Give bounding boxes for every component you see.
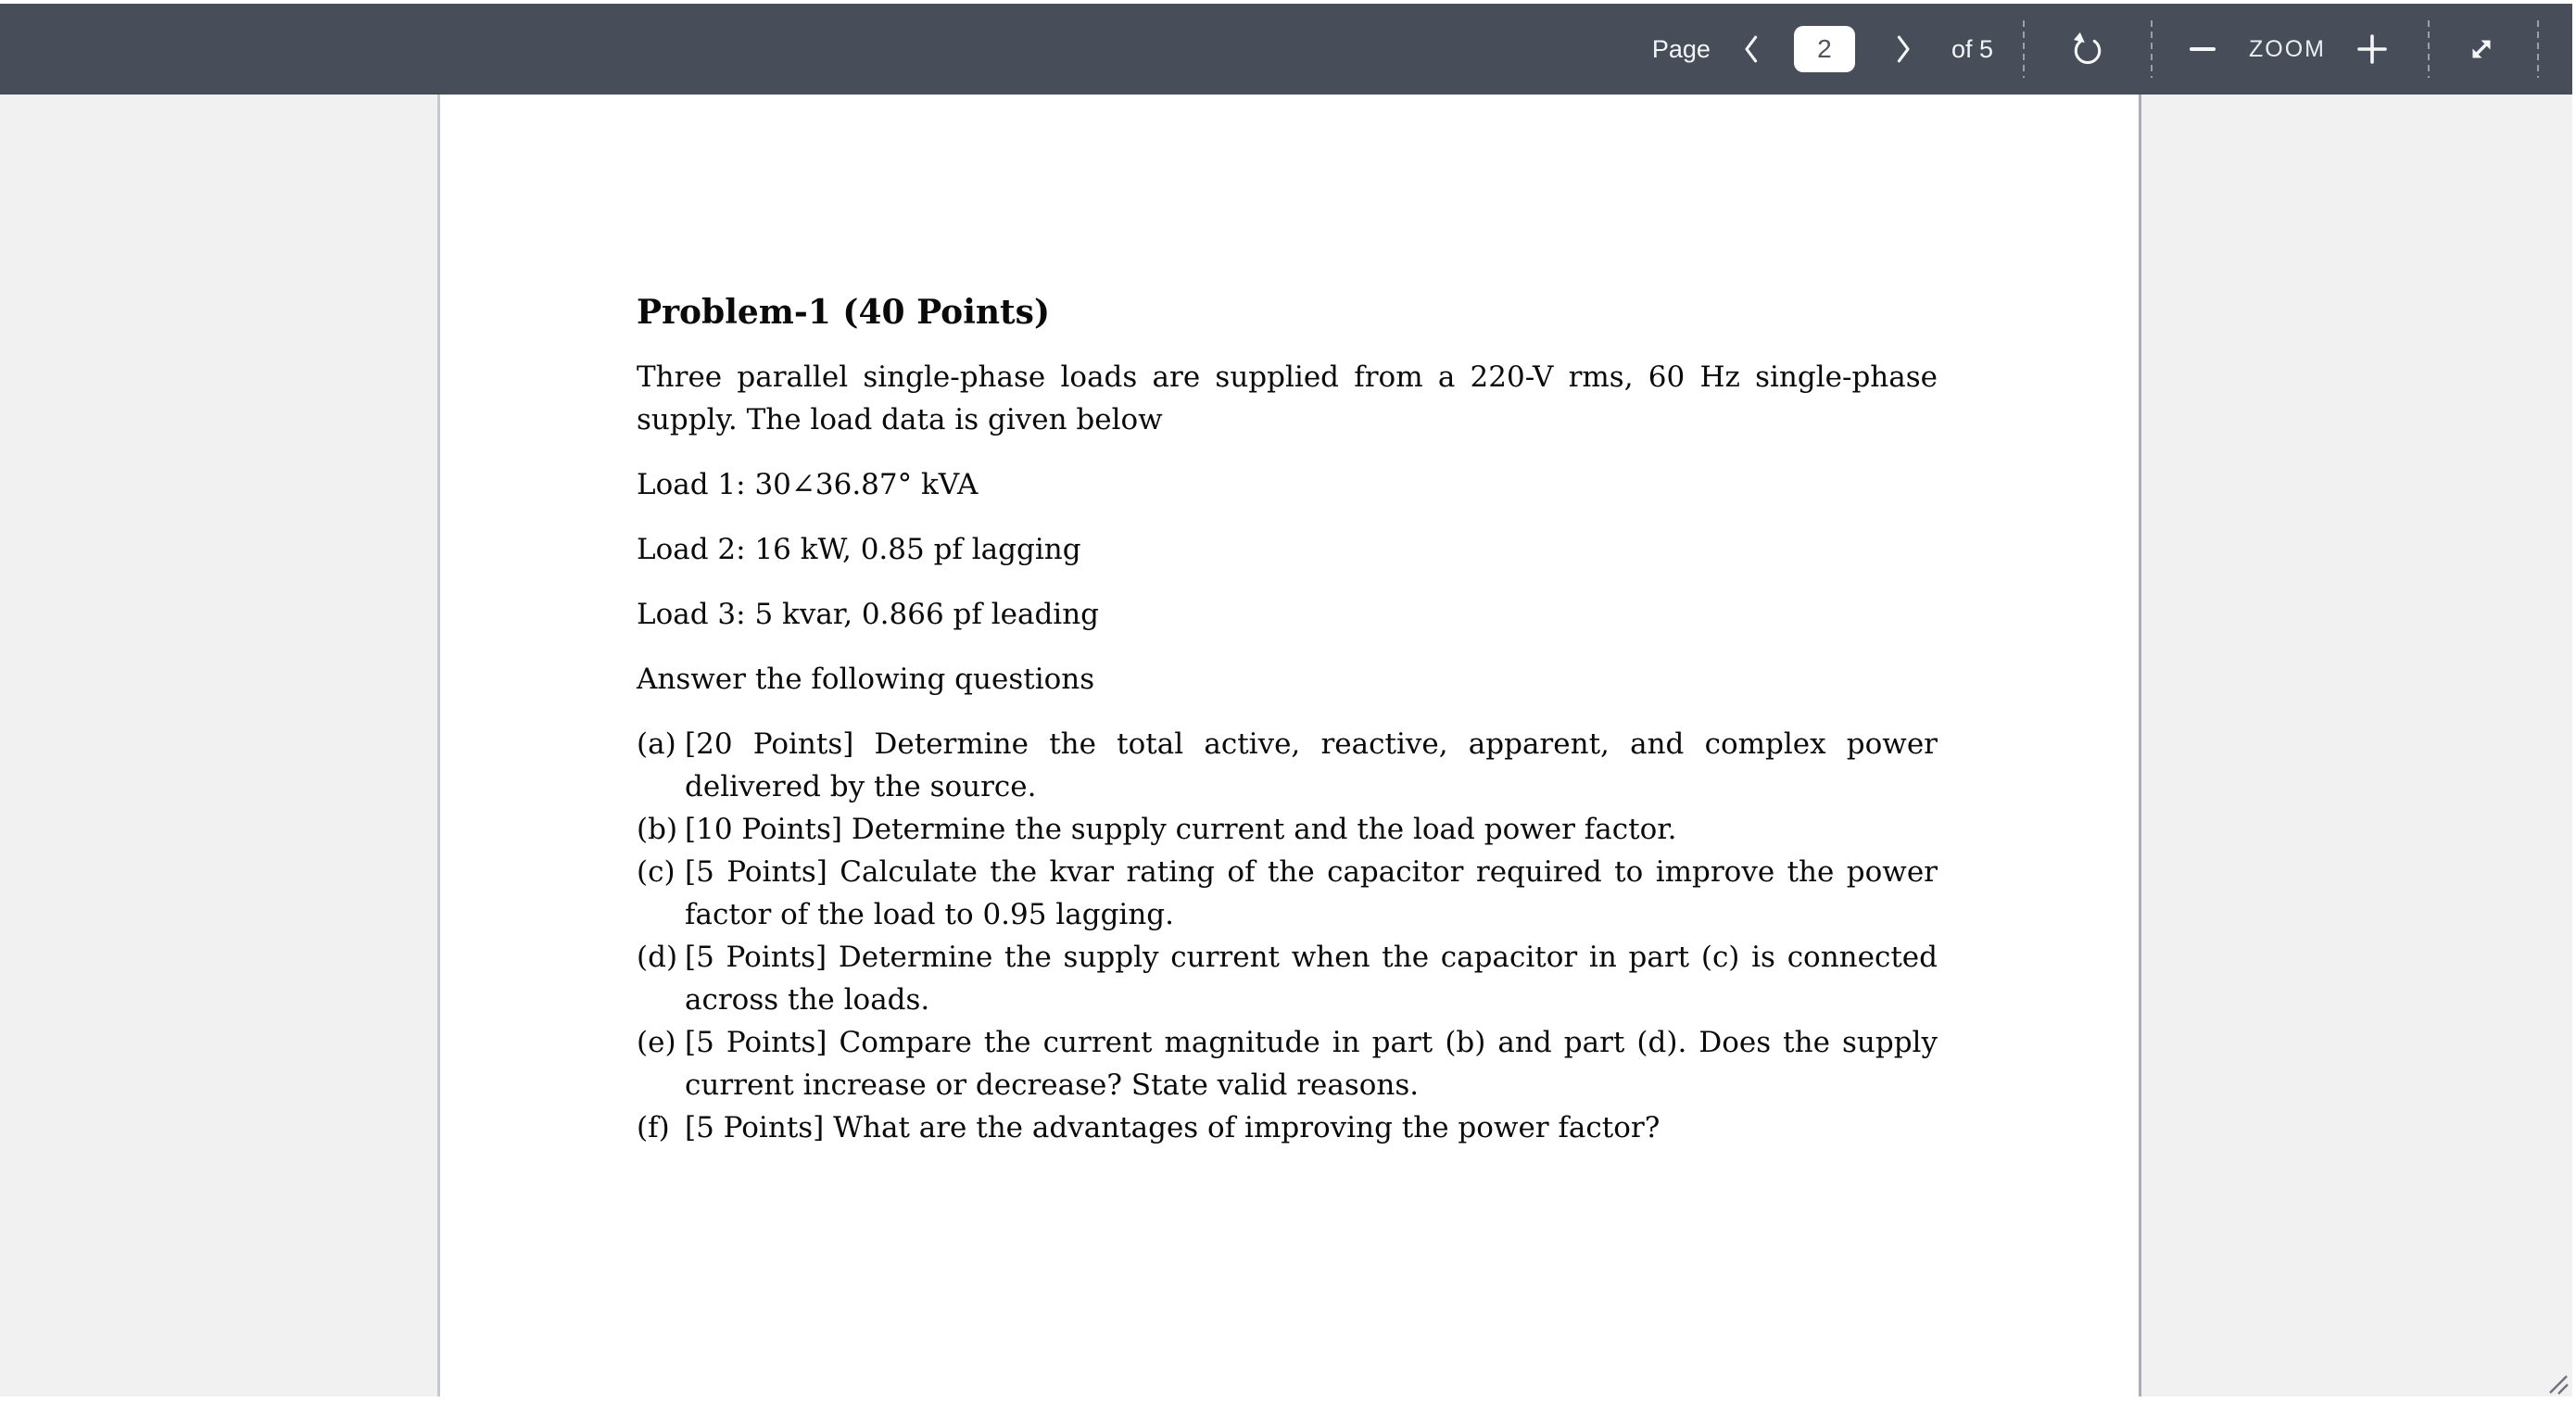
load-2-line: Load 2: 16 kW, 0.85 pf lagging <box>637 533 1081 566</box>
question-marker: (e) <box>637 1026 676 1059</box>
expand-arrows-icon <box>2463 31 2500 68</box>
zoom-label: ZOOM <box>2249 35 2326 62</box>
question-text: [20 Points] Determine the total active, reactive, apparent, and complex power delivered by the source. <box>685 727 1938 803</box>
question-item-e <box>637 1021 1938 1106</box>
question-marker: (b) <box>637 813 678 846</box>
questions-prompt: Answer the following questions <box>637 663 1095 696</box>
question-marker: (a) <box>637 727 676 761</box>
resize-handle[interactable] <box>2546 1372 2570 1397</box>
question-text: [5 Points] Calculate the kvar rating of the capacitor required to improve the power factor of the load to 0.95 lagging. <box>685 855 1938 931</box>
load-3-line: Load 3: 5 kvar, 0.866 pf leading <box>637 598 1100 631</box>
rotate-icon <box>2069 30 2106 69</box>
plus-icon <box>2357 34 2387 64</box>
chevron-right-icon <box>1893 33 1913 65</box>
viewer-content <box>0 95 2572 1397</box>
toolbar-divider <box>2428 20 2430 78</box>
question-marker: (c) <box>637 855 676 889</box>
viewer-background-left <box>0 95 440 1397</box>
document-body <box>637 291 1938 1149</box>
page-number-input[interactable] <box>1794 26 1855 72</box>
toolbar-divider <box>2151 20 2153 78</box>
problem-title: Problem-1 (40 Points) <box>637 293 1050 332</box>
pdf-viewer <box>0 4 2572 1397</box>
load-1-line: Load 1: 30∠36.87° kVA <box>637 468 979 501</box>
previous-page-button[interactable] <box>1735 27 1768 71</box>
fullscreen-button[interactable] <box>2461 27 2502 71</box>
question-item-f <box>637 1106 1938 1149</box>
document-page <box>440 95 2139 1397</box>
question-marker: (d) <box>637 941 678 974</box>
problem-intro: Three parallel single-phase loads are supplied from a 220-V rms, 60 Hz single-phase supply. The load data is given below <box>637 360 1938 436</box>
question-text: [5 Points] Determine the supply current when the capacitor in part (c) is connected across the loads. <box>685 941 1938 1017</box>
question-marker: (f) <box>637 1111 670 1144</box>
toolbar-controls <box>1652 4 2539 95</box>
minus-icon <box>2190 47 2216 51</box>
next-page-button[interactable] <box>1887 27 1920 71</box>
viewer-toolbar <box>0 4 2572 95</box>
question-item-b <box>637 808 1938 851</box>
rotate-button[interactable] <box>2067 27 2108 71</box>
resize-grip-icon <box>2546 1372 2570 1397</box>
question-text: [10 Points] Determine the supply current and the load power factor. <box>685 813 1677 846</box>
page-total-label: of 5 <box>1951 34 1993 63</box>
question-item-d <box>637 936 1938 1021</box>
question-text: [5 Points] Compare the current magnitude in part (b) and part (d). Does the supply current increase or decrease? State valid reasons. <box>685 1026 1938 1102</box>
chevron-left-icon <box>1741 33 1762 65</box>
question-text: [5 Points] What are the advantages of improving the power factor? <box>685 1111 1661 1144</box>
viewer-background-right <box>2139 95 2572 1397</box>
zoom-in-button[interactable] <box>2354 29 2391 70</box>
page-label: Page <box>1651 34 1711 63</box>
question-list <box>637 723 1938 1149</box>
toolbar-divider <box>2537 20 2539 78</box>
zoom-out-button[interactable] <box>2184 29 2221 70</box>
question-item-a <box>637 723 1938 808</box>
toolbar-divider <box>2023 20 2025 78</box>
question-item-c <box>637 851 1938 936</box>
